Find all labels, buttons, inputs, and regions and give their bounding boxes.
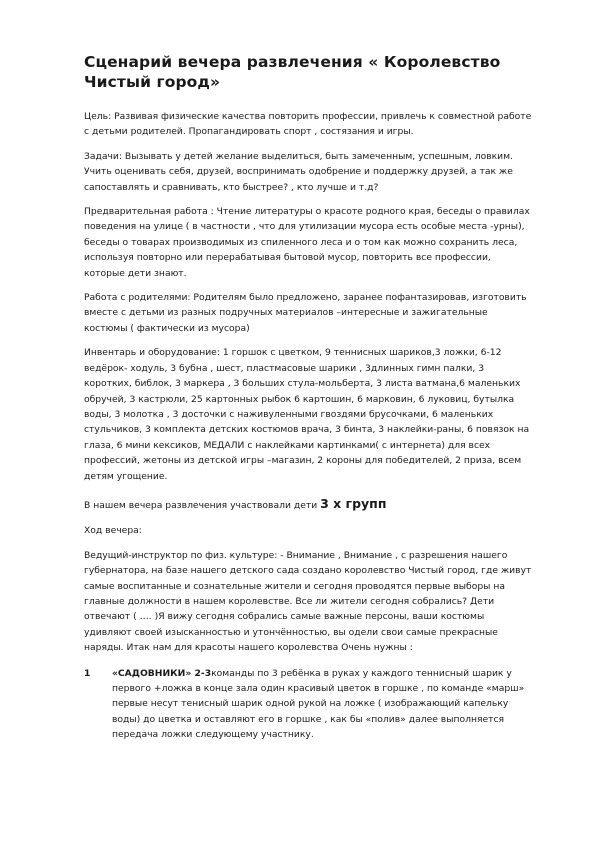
parents-paragraph: Работа с родителями: Родителям было предложено, заранее пофантазировав, изготовить вместе с детьми из разных подручных материалов –интересные и зажигательные костюмы ( фактически из мусора) bbox=[84, 292, 527, 334]
goal-paragraph: Цель: Развивая физические качества повторить профессии, привлечь к совместной работе с детьми родителей. Пропагандировать спорт , состязания и игры. bbox=[84, 111, 532, 138]
list-item-title: «САДОВНИКИ» 2-3 bbox=[112, 667, 212, 679]
tasks-paragraph: Задачи: Вызывать у детей желание выделиться, быть замеченным, успешным, ловким. Учить оценивать себя, друзей, воспринимать одобрение и поддержку друзей, а так же сапоставлять и сравнивать, кто быстрее? , кто лучше и т.д? bbox=[84, 150, 513, 193]
list-item-gardeners bbox=[84, 666, 533, 743]
list-item-number: 1 bbox=[84, 667, 91, 679]
course-heading: Ход вечера: bbox=[84, 525, 142, 537]
inventory-paragraph: Инвентарь и оборудование: 1 горшок с цветком, 9 теннисных шариков,3 ложки, 6-12 ведёрок- ходуль, 3 бубна , шест, пластмасовые шарики , 3длинных гимн палки, 3 коротких, библок, 3 маркера , 3 больших стула-мольберта, 3 листа ватмана,6 маленьких обручей, 3 кастрюли, 25 картонных рыбок 6 картошин, 6 марковин, 6 луковиц, бутылка воды, 3 молотка , 3 досточки с наживуленными гвоздями брусочками, 6 маленьких стульчиков, 3 комплекта детских костюмов врача, 3 бинта, 3 наклейки-раны, 6 повязок на глаза, 6 мини кексиков, МЕДАЛИ с наклейками картинками( с интернета) для всех профессий, жетоны из детской игры –магазин, 2 короны для победителей, 2 приза, всем детям угощение. bbox=[84, 347, 530, 482]
groups-text: В нашем вечера развлечения участвовали дети bbox=[84, 499, 321, 511]
document-title: Сценарий вечера развлечения « Королевство Чистый город» bbox=[84, 53, 501, 91]
list-item-body bbox=[112, 666, 533, 743]
prework-paragraph: Предварительная работа : Чтение литературы о красоте родного края, беседы о правилах поведения на улице ( в частности , что для утилизации мусора есть особые места -урны), беседы о товарах производимых из спиленного леса и о том как можно сохранить леса, используя повторно или перерабатывая бытовой мусор, повторить все профессии, которые дети знают. bbox=[84, 206, 530, 279]
list-item-text: команды по 3 ребёнка в руках у каждого теннисный шарик у первого +ложка в конце зала один красивый цветок в горшке , по команде «марш» первые несут тенисный шарик одной рукой на ложке ( изображающий капельку воды) до цветка и оставляют его в горшке , как бы «полив» далее выполняется передача ложки следующему участнику. bbox=[112, 667, 525, 741]
groups-count: 3 х групп bbox=[320, 495, 387, 511]
groups-paragraph bbox=[84, 496, 533, 513]
host-paragraph: Ведущий-инструктор по физ. культуре: - Внимание , Внимание , с разрешения нашего губернатора, на базе нашего детского сада создано королевство Чистый город, где живут самые воспитанные и сознательные жители и сегодня проводятся первые выборы на главные должности в нашем королевстве. Все ли жители сегодня собрались? Дети отвечают ( …. )Я вижу сегодня собрались самые важные персоны, ваши костюмы удивляют своей изысканностью и утончённостью, вы одели свои самые прекрасные наряды. Итак нам для красоты нашего королевства Очень нужны : bbox=[84, 549, 532, 654]
